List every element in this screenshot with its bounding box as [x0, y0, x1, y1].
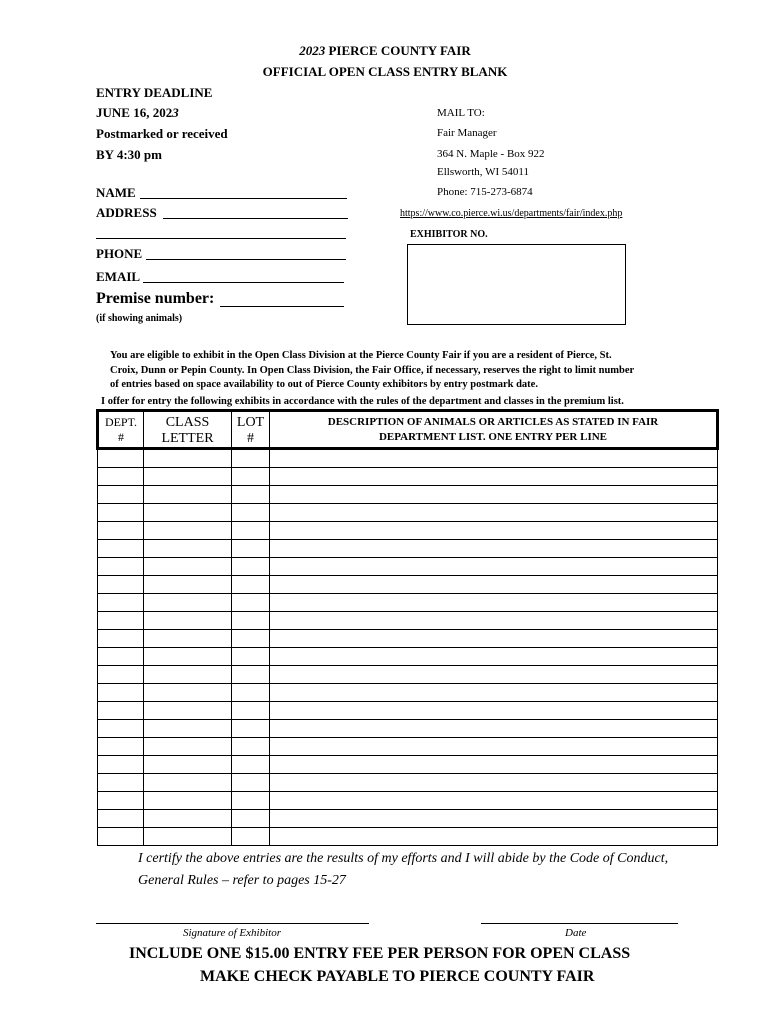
- description-cell[interactable]: [270, 720, 718, 738]
- premise-note: (if showing animals): [96, 313, 183, 324]
- lot-cell[interactable]: [232, 756, 270, 774]
- dept-cell[interactable]: [98, 594, 144, 612]
- description-cell[interactable]: [270, 522, 718, 540]
- deadline-heading: ENTRY DEADLINE: [96, 85, 213, 100]
- lot-cell[interactable]: [232, 702, 270, 720]
- description-cell[interactable]: [270, 449, 718, 468]
- description-cell[interactable]: [270, 648, 718, 666]
- address-field[interactable]: [163, 218, 348, 219]
- lot-cell[interactable]: [232, 666, 270, 684]
- mail-heading: MAIL TO:: [437, 107, 485, 119]
- dept-cell[interactable]: [98, 486, 144, 504]
- class-cell[interactable]: [144, 522, 232, 540]
- description-cell[interactable]: [270, 810, 718, 828]
- col-desc-line1: DESCRIPTION OF ANIMALS OR ARTICLES AS STATED IN FAIR: [327, 416, 659, 428]
- lot-cell[interactable]: [232, 684, 270, 702]
- address-field-line-2[interactable]: [96, 238, 346, 239]
- entry-row: [98, 630, 718, 648]
- dept-cell[interactable]: [98, 684, 144, 702]
- entry-row: [98, 594, 718, 612]
- dept-cell[interactable]: [98, 522, 144, 540]
- mail-phone: Phone: 715-273-6874: [437, 186, 533, 198]
- lot-cell[interactable]: [232, 486, 270, 504]
- description-cell[interactable]: [270, 594, 718, 612]
- dept-cell[interactable]: [98, 756, 144, 774]
- date-field[interactable]: [481, 923, 678, 924]
- offer-statement: I offer for entry the following exhibits in accordance with the rules of the department and classes in the premium list.: [101, 396, 624, 407]
- class-cell[interactable]: [144, 449, 232, 468]
- deadline-date: [96, 105, 179, 121]
- dept-cell[interactable]: [98, 792, 144, 810]
- dept-cell[interactable]: [98, 449, 144, 468]
- eligibility-line-1: You are eligible to exhibit in the Open Class Division at the Pierce County Fair if you are a resident of Pierce, St.: [110, 350, 612, 361]
- col-lot-line1: LOT: [236, 415, 265, 430]
- mail-name: Fair Manager: [437, 127, 497, 139]
- class-cell[interactable]: [144, 540, 232, 558]
- lot-cell[interactable]: [232, 738, 270, 756]
- description-cell[interactable]: [270, 630, 718, 648]
- lot-cell[interactable]: [232, 774, 270, 792]
- entry-row: [98, 792, 718, 810]
- name-label: NAME: [96, 185, 136, 200]
- entry-row: [98, 576, 718, 594]
- entry-row: [98, 810, 718, 828]
- lot-cell[interactable]: [232, 810, 270, 828]
- class-cell[interactable]: [144, 666, 232, 684]
- deadline-postmark: Postmarked or received: [96, 126, 228, 141]
- entry-row: [98, 738, 718, 756]
- entry-fee-notice: INCLUDE ONE $15.00 ENTRY FEE PER PERSON FOR OPEN CLASS: [129, 945, 631, 962]
- col-description: [270, 411, 718, 449]
- fair-website-link[interactable]: https://www.co.pierce.wi.us/departments/fair/index.php: [400, 208, 623, 219]
- description-cell[interactable]: [270, 504, 718, 522]
- title-text: PIERCE COUNTY FAIR: [325, 43, 471, 58]
- entry-row: [98, 522, 718, 540]
- lot-cell[interactable]: [232, 468, 270, 486]
- lot-cell[interactable]: [232, 594, 270, 612]
- dept-cell[interactable]: [98, 504, 144, 522]
- entry-table-header: [98, 411, 718, 449]
- entry-row: [98, 648, 718, 666]
- entry-row: [98, 612, 718, 630]
- description-cell[interactable]: [270, 774, 718, 792]
- dept-cell[interactable]: [98, 630, 144, 648]
- description-cell[interactable]: [270, 702, 718, 720]
- description-cell[interactable]: [270, 558, 718, 576]
- class-cell[interactable]: [144, 756, 232, 774]
- description-cell[interactable]: [270, 828, 718, 846]
- entry-row: [98, 774, 718, 792]
- class-cell[interactable]: [144, 468, 232, 486]
- dept-cell[interactable]: [98, 738, 144, 756]
- phone-field[interactable]: [146, 259, 346, 260]
- date-label: Date: [565, 927, 587, 939]
- description-cell[interactable]: [270, 792, 718, 810]
- address-label: ADDRESS: [96, 205, 157, 220]
- dept-cell[interactable]: [98, 540, 144, 558]
- signature-field[interactable]: [96, 923, 369, 924]
- deadline-time: BY 4:30 pm: [96, 147, 162, 162]
- class-cell[interactable]: [144, 594, 232, 612]
- entry-row: [98, 558, 718, 576]
- lot-cell[interactable]: [232, 828, 270, 846]
- entry-row: [98, 828, 718, 846]
- lot-cell[interactable]: [232, 522, 270, 540]
- eligibility-line-2: Croix, Dunn or Pepin County. In Open Class Division, the Fair Office, if necessary, reserves the right to limit number: [110, 365, 635, 376]
- description-cell[interactable]: [270, 756, 718, 774]
- lot-cell[interactable]: [232, 792, 270, 810]
- dept-cell[interactable]: [98, 612, 144, 630]
- form-subtitle: OFFICIAL OPEN CLASS ENTRY BLANK: [262, 64, 508, 79]
- name-field[interactable]: [140, 198, 347, 199]
- class-cell[interactable]: [144, 720, 232, 738]
- class-cell[interactable]: [144, 612, 232, 630]
- lot-cell[interactable]: [232, 648, 270, 666]
- lot-cell[interactable]: [232, 504, 270, 522]
- class-cell[interactable]: [144, 648, 232, 666]
- col-lot-line2: #: [247, 431, 254, 446]
- entry-row: [98, 449, 718, 468]
- lot-cell[interactable]: [232, 630, 270, 648]
- signature-label: Signature of Exhibitor: [183, 927, 281, 939]
- description-cell[interactable]: [270, 612, 718, 630]
- dept-cell[interactable]: [98, 828, 144, 846]
- class-cell[interactable]: [144, 558, 232, 576]
- class-cell[interactable]: [144, 738, 232, 756]
- dept-cell[interactable]: [98, 558, 144, 576]
- class-cell[interactable]: [144, 576, 232, 594]
- lot-cell[interactable]: [232, 612, 270, 630]
- col-dept-line2: #: [118, 430, 124, 444]
- entry-row: [98, 666, 718, 684]
- class-cell[interactable]: [144, 828, 232, 846]
- dept-cell[interactable]: [98, 702, 144, 720]
- dept-cell[interactable]: [98, 720, 144, 738]
- exhibitor-no-label: EXHIBITOR NO.: [410, 229, 488, 240]
- class-cell[interactable]: [144, 504, 232, 522]
- premise-label: Premise number:: [96, 290, 215, 307]
- check-payable-notice: MAKE CHECK PAYABLE TO PIERCE COUNTY FAIR: [200, 968, 595, 985]
- email-label: EMAIL: [96, 269, 141, 284]
- certify-line-1: I certify the above entries are the results of my efforts and I will abide by the Code of Conduct,: [138, 851, 669, 866]
- class-cell[interactable]: [144, 486, 232, 504]
- lot-cell[interactable]: [232, 576, 270, 594]
- mail-city: Ellsworth, WI 54011: [437, 166, 529, 178]
- col-class-line2: LETTER: [161, 431, 214, 446]
- lot-cell[interactable]: [232, 449, 270, 468]
- dept-cell[interactable]: [98, 810, 144, 828]
- exhibitor-no-box[interactable]: [407, 244, 626, 325]
- entry-row: [98, 540, 718, 558]
- description-cell[interactable]: [270, 666, 718, 684]
- lot-cell[interactable]: [232, 720, 270, 738]
- class-cell[interactable]: [144, 810, 232, 828]
- class-cell[interactable]: [144, 702, 232, 720]
- certify-line-2: General Rules – refer to pages 15-27: [138, 873, 346, 888]
- class-cell[interactable]: [144, 684, 232, 702]
- dept-cell[interactable]: [98, 666, 144, 684]
- entry-row: [98, 684, 718, 702]
- dept-cell[interactable]: [98, 774, 144, 792]
- dept-cell[interactable]: [98, 576, 144, 594]
- premise-field[interactable]: [220, 306, 344, 307]
- description-cell[interactable]: [270, 540, 718, 558]
- lot-cell[interactable]: [232, 558, 270, 576]
- entry-row: [98, 486, 718, 504]
- deadline-date-suffix: 3: [172, 105, 179, 120]
- mail-street: 364 N. Maple - Box 922: [437, 148, 545, 160]
- description-cell[interactable]: [270, 468, 718, 486]
- form-title: [0, 43, 770, 59]
- description-cell[interactable]: [270, 486, 718, 504]
- entry-row: [98, 756, 718, 774]
- class-cell[interactable]: [144, 630, 232, 648]
- dept-cell[interactable]: [98, 648, 144, 666]
- col-dept-line1: DEPT.: [104, 415, 138, 429]
- col-class-line1: CLASS: [165, 415, 210, 430]
- eligibility-line-3: of entries based on space availability to out of Pierce County exhibitors by entry postmark date.: [110, 379, 538, 390]
- col-desc-line2: DEPARTMENT LIST. ONE ENTRY PER LINE: [378, 431, 608, 443]
- email-field[interactable]: [143, 282, 344, 283]
- deadline-date-prefix: JUNE 16, 202: [96, 105, 173, 120]
- col-class: [144, 411, 232, 449]
- entry-row: [98, 720, 718, 738]
- phone-label: PHONE: [96, 246, 143, 261]
- entry-row: [98, 504, 718, 522]
- dept-cell[interactable]: [98, 468, 144, 486]
- entry-table: [96, 409, 719, 846]
- col-dept: [98, 411, 144, 449]
- class-cell[interactable]: [144, 792, 232, 810]
- entry-row: [98, 702, 718, 720]
- description-cell[interactable]: [270, 684, 718, 702]
- entry-row: [98, 468, 718, 486]
- description-cell[interactable]: [270, 576, 718, 594]
- title-year: 2023: [299, 43, 326, 58]
- col-lot: [232, 411, 270, 449]
- description-cell[interactable]: [270, 738, 718, 756]
- class-cell[interactable]: [144, 774, 232, 792]
- lot-cell[interactable]: [232, 540, 270, 558]
